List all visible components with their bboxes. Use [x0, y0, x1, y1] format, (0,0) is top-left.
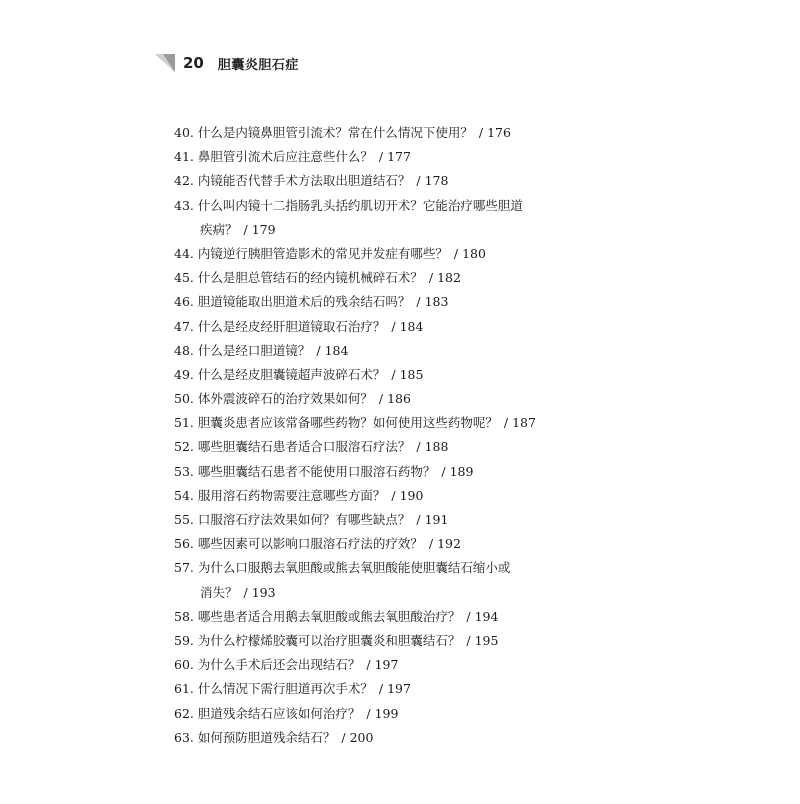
- toc-item: [174, 532, 594, 556]
- toc-line: [174, 532, 594, 556]
- toc-page-number: 200: [349, 729, 374, 745]
- toc-item: [174, 677, 594, 701]
- page-number: 20: [183, 54, 204, 72]
- toc-item-title: 口服溶石疗法效果如何？有哪些缺点？: [197, 512, 411, 528]
- toc-item-number: 44.: [174, 245, 194, 261]
- toc-item: [174, 194, 594, 242]
- toc-item-title: 内镜能否代替手术方法取出胆道结石？: [197, 173, 411, 189]
- toc-item-number: 60.: [174, 657, 194, 673]
- toc-line: [174, 194, 594, 218]
- toc-line: [174, 726, 594, 750]
- toc-page-number: 192: [437, 536, 461, 552]
- toc-line: [174, 629, 594, 653]
- toc-item-title: 哪些患者适合用鹅去氧胆酸或熊去氧胆酸治疗？: [197, 608, 461, 624]
- toc-item-title: 什么是经皮胆囊镜超声波碎石术？: [197, 366, 386, 382]
- toc-page-number: 197: [374, 657, 399, 673]
- toc-line: [174, 339, 594, 363]
- toc-item-number: 54.: [174, 487, 194, 503]
- toc-page-number: 180: [462, 245, 486, 261]
- toc-item-title: 如何预防胆道残余结石？: [197, 729, 336, 745]
- toc-item-number: 45.: [174, 270, 194, 286]
- toc-item-number: 58.: [174, 608, 194, 624]
- toc-line: [174, 435, 594, 459]
- toc-page-number: 199: [374, 705, 399, 721]
- toc-item-number: 59.: [174, 633, 194, 648]
- toc-separator: /: [378, 391, 384, 407]
- toc-page-number: 190: [399, 487, 424, 503]
- toc-item-title: 胆囊炎患者应该常备哪些药物？如何使用这些药物呢？: [197, 415, 498, 431]
- toc-item-title: 什么是内镜鼻胆管引流术？常在什么情况下使用？: [197, 125, 473, 140]
- toc-item-title: 哪些因素可以影响口服溶石疗法的疗效？: [197, 536, 423, 552]
- toc-item: [174, 411, 594, 435]
- toc-line: [174, 387, 594, 411]
- toc-item: [174, 653, 594, 677]
- toc-separator: /: [466, 633, 471, 648]
- toc-separator: /: [428, 536, 434, 552]
- toc-item: [174, 484, 594, 508]
- chapter-title: 胆囊炎胆石症: [217, 57, 299, 73]
- toc-item-number: 56.: [174, 536, 194, 552]
- toc-item-title: 胆道镜能取出胆道术后的残余结石吗？: [197, 294, 411, 310]
- toc-page-number: 182: [437, 270, 461, 286]
- toc-page-number: 193: [251, 584, 276, 600]
- toc-item-number: 42.: [174, 173, 194, 189]
- toc-item: [174, 508, 594, 532]
- toc-line: [174, 411, 594, 435]
- toc-separator: /: [316, 342, 321, 358]
- toc-item-number: 53.: [174, 463, 194, 479]
- toc-separator: /: [243, 584, 248, 600]
- toc-separator: /: [416, 512, 421, 528]
- toc-line: [174, 556, 594, 580]
- toc-item: [174, 629, 594, 653]
- toc-line: [174, 169, 594, 193]
- toc-item-number: 63.: [174, 729, 194, 745]
- toc-item: [174, 605, 594, 629]
- toc-page-number: 195: [474, 633, 499, 648]
- toc-line: [174, 145, 594, 169]
- toc-line-continuation: [174, 581, 594, 605]
- toc-item-title: 内镜逆行胰胆管造影术的常见并发症有哪些？: [197, 245, 448, 261]
- toc-item-number: 57.: [174, 560, 194, 576]
- toc-item: [174, 726, 594, 750]
- toc-item: [174, 363, 594, 387]
- toc-item: [174, 435, 594, 459]
- toc-item: [174, 242, 594, 266]
- toc-separator: /: [378, 149, 384, 165]
- toc-page-number: 179: [251, 221, 276, 237]
- toc-separator: /: [341, 729, 346, 745]
- page-header: [155, 52, 299, 74]
- toc-item-title: 什么是经口胆道镜？: [197, 342, 311, 358]
- toc-item-number: 49.: [174, 366, 194, 382]
- toc-line: [174, 677, 594, 701]
- toc-item-number: 48.: [174, 342, 194, 358]
- toc-page-number: 187: [512, 415, 536, 431]
- toc-item-number: 51.: [174, 415, 194, 431]
- toc-separator: /: [441, 463, 446, 479]
- toc-item-title: 胆道残余结石应该如何治疗？: [197, 705, 361, 721]
- toc-page-number: 197: [387, 681, 411, 697]
- toc-separator: /: [453, 245, 459, 261]
- toc-item-title-continued: 消失？: [200, 584, 238, 600]
- toc-separator: /: [391, 487, 396, 503]
- corner-triangle-icon: [155, 54, 175, 72]
- toc-separator: /: [416, 173, 421, 189]
- toc-page-number: 177: [387, 149, 411, 165]
- toc-item-number: 55.: [174, 512, 194, 528]
- toc-item-number: 47.: [174, 318, 194, 334]
- toc-item-number: 61.: [174, 681, 194, 697]
- toc-line-continuation: [174, 218, 594, 242]
- toc-line: [174, 508, 594, 532]
- toc-line: [174, 363, 594, 387]
- toc-item: [174, 145, 594, 169]
- toc-page-number: 176: [487, 125, 511, 140]
- toc-line: [174, 242, 594, 266]
- toc-separator: /: [366, 705, 371, 721]
- toc-separator: /: [478, 125, 484, 140]
- toc-item-title: 哪些胆囊结石患者适合口服溶石疗法？: [197, 439, 411, 455]
- toc-separator: /: [243, 221, 248, 237]
- toc-page-number: 191: [424, 512, 449, 528]
- toc-item-title: 为什么手术后还会出现结石？: [197, 657, 361, 673]
- toc-separator: /: [391, 366, 396, 382]
- toc-item-title: 什么是经皮经肝胆道镜取石治疗？: [197, 318, 386, 334]
- toc-separator: /: [503, 415, 509, 431]
- toc-separator: /: [391, 318, 396, 334]
- toc-page-number: 185: [399, 366, 424, 382]
- toc-item-title: 鼻胆管引流术后应注意些什么？: [197, 149, 373, 165]
- toc-item: [174, 702, 594, 726]
- toc-line: [174, 315, 594, 339]
- toc-page-number: 184: [399, 318, 424, 334]
- toc-item-title: 什么叫内镜十二指肠乳头括约肌切开术？它能治疗哪些胆道: [197, 197, 523, 213]
- toc-item: [174, 266, 594, 290]
- toc-line: [174, 653, 594, 677]
- toc-item-number: 41.: [174, 149, 194, 165]
- table-of-contents: [174, 121, 594, 750]
- toc-page-number: 194: [474, 608, 499, 624]
- toc-item: [174, 169, 594, 193]
- toc-item: [174, 121, 594, 145]
- toc-item-title: 体外震波碎石的治疗效果如何？: [197, 391, 373, 407]
- toc-item-number: 50.: [174, 391, 194, 407]
- toc-item-number: 62.: [174, 705, 194, 721]
- toc-line: [174, 460, 594, 484]
- toc-item: [174, 290, 594, 314]
- toc-line: [174, 702, 594, 726]
- toc-page-number: 184: [324, 342, 349, 358]
- toc-page-number: 178: [424, 173, 449, 189]
- toc-item-title: 服用溶石药物需要注意哪些方面？: [197, 487, 386, 503]
- toc-separator: /: [416, 439, 421, 455]
- toc-item: [174, 315, 594, 339]
- toc-item-number: 52.: [174, 439, 194, 455]
- toc-item-title: 什么是胆总管结石的经内镜机械碎石术？: [197, 270, 423, 286]
- toc-item-number: 46.: [174, 294, 194, 310]
- toc-line: [174, 266, 594, 290]
- toc-page-number: 189: [449, 463, 474, 479]
- toc-item: [174, 387, 594, 411]
- toc-item-number: 43.: [174, 197, 194, 213]
- toc-page-number: 188: [424, 439, 449, 455]
- toc-page-number: 183: [424, 294, 449, 310]
- toc-item-title: 为什么口服鹅去氧胆酸或熊去氧胆酸能使胆囊结石缩小或: [197, 560, 511, 576]
- toc-item-title: 哪些胆囊结石患者不能使用口服溶石药物？: [197, 463, 436, 479]
- toc-item: [174, 556, 594, 604]
- toc-item-number: 40.: [174, 125, 194, 140]
- toc-line: [174, 290, 594, 314]
- toc-separator: /: [378, 681, 384, 697]
- toc-item: [174, 339, 594, 363]
- toc-line: [174, 121, 594, 145]
- toc-line: [174, 484, 594, 508]
- toc-separator: /: [366, 657, 371, 673]
- toc-separator: /: [428, 270, 434, 286]
- toc-page-number: 186: [387, 391, 411, 407]
- toc-item-title: 什么情况下需行胆道再次手术？: [197, 681, 373, 697]
- toc-item-title-continued: 疾病？: [200, 221, 238, 237]
- toc-line: [174, 605, 594, 629]
- toc-separator: /: [466, 608, 471, 624]
- toc-item-title: 为什么柠檬烯胶囊可以治疗胆囊炎和胆囊结石？: [197, 633, 461, 648]
- toc-item: [174, 460, 594, 484]
- toc-separator: /: [416, 294, 421, 310]
